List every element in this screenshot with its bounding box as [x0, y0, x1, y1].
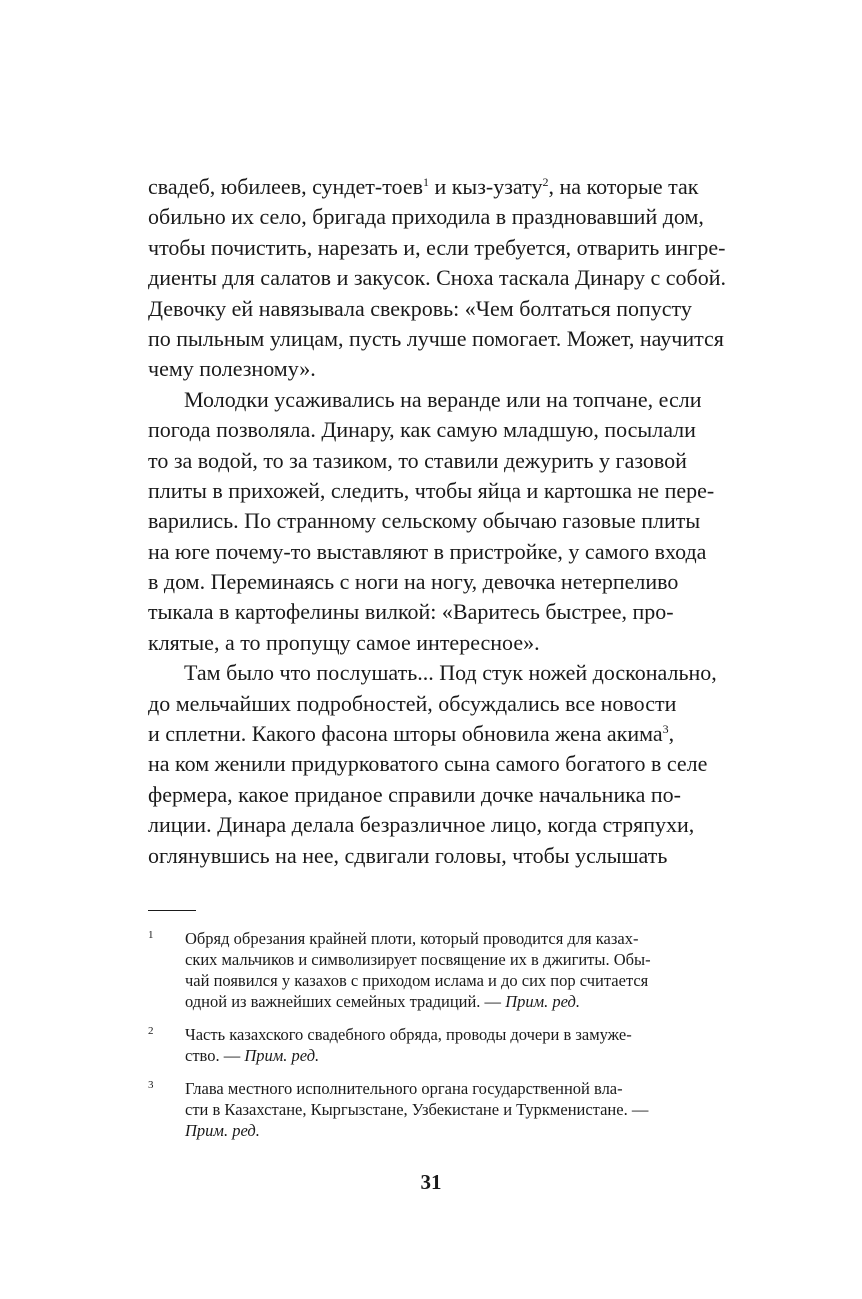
footnote-number: 2	[148, 1025, 154, 1037]
text-line: погода позволяла. Динару, как самую младшую, посылали	[148, 417, 696, 443]
text-line: Девочку ей навязывала свекровь: «Чем болтаться попусту	[148, 295, 692, 321]
text-line: оглянувшись на нее, сдвигали головы, чтобы услышать	[148, 842, 668, 868]
editor-note: Прим. ред.	[185, 1121, 260, 1140]
footnote-1	[148, 928, 714, 1012]
footnote-line: Часть казахского свадебного обряда, проводы дочери в замуже-	[185, 1025, 632, 1044]
text-line: клятые, а то пропущу самое интересное».	[148, 629, 540, 655]
text-line: диенты для салатов и закусок. Сноха таскала Динару с собой.	[148, 265, 726, 291]
footnote-line: ство. — Прим. ред.	[185, 1046, 320, 1065]
text-line: по пыльным улицам, пусть лучше помогает. Может, научится	[148, 325, 724, 351]
text-line: фермера, какое приданое справили дочке начальника по-	[148, 781, 681, 807]
footnote-line: Глава местного исполнительного органа государственной вла-	[185, 1079, 623, 1098]
text-line: в дом. Переминаясь с ноги на ногу, девочка нетерпеливо	[148, 569, 679, 595]
text-line: свадеб, юбилеев, сундет-тоев$^1$ и кыз-узату$^2$, на которые так	[148, 174, 699, 199]
text-line: обильно их село, бригада приходила в праздновавший дом,	[148, 204, 704, 230]
footnote-line: сти в Казахстане, Кыргызстане, Узбекистане и Туркменистане. —	[185, 1100, 649, 1119]
text-line: Там было что послушать... Под стук ножей досконально,	[184, 660, 717, 686]
footnote-2	[148, 1024, 714, 1066]
page-number: 31	[420, 1170, 442, 1194]
footnote-number: 1	[148, 929, 154, 941]
text-line: лиции. Динара делала безразличное лицо, когда стряпухи,	[148, 812, 695, 838]
text-line: тыкала в картофелины вилкой: «Варитесь быстрее, про-	[148, 599, 674, 625]
editor-note: Прим. ред.	[505, 992, 581, 1011]
footnote-number: 3	[148, 1079, 154, 1091]
footnote-line: Обряд обрезания крайней плоти, который проводится для казах-	[185, 929, 639, 948]
footnote-3	[148, 1078, 714, 1141]
text-line: на юге почему-то выставляют в пристройке, у самого входа	[148, 538, 707, 564]
footnote-ref-3[interactable]: 3	[662, 722, 669, 737]
text-line: Молодки усаживались на веранде или на топчане, если	[184, 386, 702, 412]
footnote-ref-1[interactable]: 1	[422, 175, 429, 189]
footnotes	[148, 928, 714, 1153]
footnote-line: одной из важнейших семейных традиций. — Прим. ред.	[185, 992, 581, 1011]
editor-note: Прим. ред.	[244, 1046, 320, 1065]
text-line: варились. По странному сельскому обычаю газовые плиты	[148, 508, 701, 534]
footnote-line: ских мальчиков и символизирует посвящение их в джигиты. Обы-	[185, 950, 651, 969]
footnote-divider	[148, 910, 196, 911]
text-line: чтобы почистить, нарезать и, если требуется, отварить ингре-	[148, 234, 726, 260]
footnote-ref-2[interactable]: 2	[542, 175, 549, 189]
text-line: до мельчайших подробностей, обсуждались все новости	[148, 690, 677, 716]
text-line: чему полезному».	[148, 356, 316, 382]
text-line: и сплетни. Какого фасона шторы обновила жена акима$^3$,	[148, 721, 675, 747]
text-line: на ком женили придурковатого сына самого богатого в селе	[148, 751, 708, 777]
text-line: плиты в прихожей, следить, чтобы яйца и картошка не пере-	[148, 477, 715, 503]
footnote-line	[185, 1120, 714, 1141]
main-text	[148, 172, 726, 871]
text-line: то за водой, то за тазиком, то ставили дежурить у газовой	[148, 447, 687, 473]
footnote-line: чай появился у казахов с приходом ислама и до сих пор считается	[185, 971, 649, 990]
